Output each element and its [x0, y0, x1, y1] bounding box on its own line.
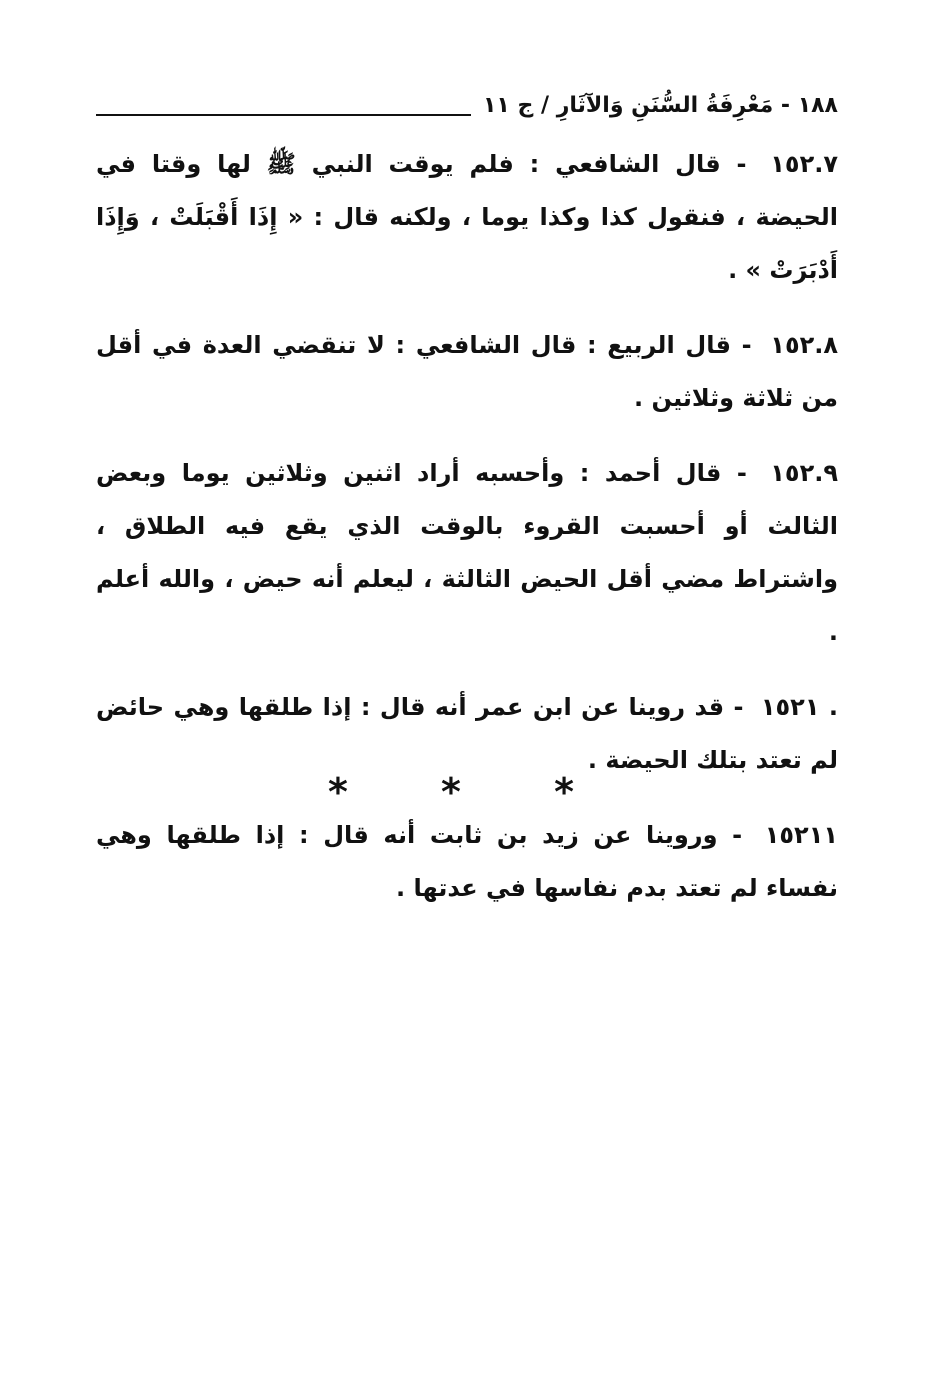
paragraph-number: . ١٥٢١ [760, 693, 838, 721]
paragraph-number: ١٥٢.٧ [770, 150, 838, 178]
header-title: ١٨٨ - مَعْرِفَةُ السُّنَنِ وَالآثَارِ / ج ١١ [482, 93, 838, 118]
body-text [96, 138, 838, 937]
paragraph-15211 [96, 809, 838, 915]
paragraph-15208 [96, 319, 838, 425]
paragraph-number: ١٥٢١١ [764, 821, 838, 849]
paragraph-text: - قال الشافعي : فلم يوقت النبي ﷺ لها وقتا في الحيضة ، فنقول كذا وكذا يوما ، ولكنه قال : « إِذَا أَقْبَلَتْ ، وَإِذَا أَدْبَرَتْ » . [96, 150, 838, 284]
paragraph-number: ١٥٢.٨ [770, 331, 839, 359]
paragraph-15209 [96, 447, 838, 659]
paragraph-number: ١٥٢.٩ [770, 459, 838, 487]
paragraph-text: - قال أحمد : وأحسبه أراد اثنين وثلاثين يوما وبعض الثالث أو أحسبت القروء بالوقت الذي يقع فيه الطلاق ، واشتراط مضي أقل الحيض الثالثة ، ليعلم أنه حيض ، والله أعلم . [96, 459, 838, 646]
paragraph-text: - قال الربيع : قال الشافعي : لا تنقضي العدة في أقل من ثلاثة وثلاثين . [96, 331, 838, 412]
paragraph-text: - وروينا عن زيد بن ثابت أنه قال : إذا طلقها وهي نفساء لم تعتد بدم نفاسها في عدتها . [96, 821, 838, 902]
section-end-ornament: * * * [327, 770, 615, 814]
paragraph-text: - قد روينا عن ابن عمر أنه قال : إذا طلقها وهي حائض لم تعتد بتلك الحيضة . [96, 693, 838, 774]
running-header [96, 80, 838, 120]
header-rule [96, 114, 471, 116]
paragraph-15207 [96, 138, 838, 297]
